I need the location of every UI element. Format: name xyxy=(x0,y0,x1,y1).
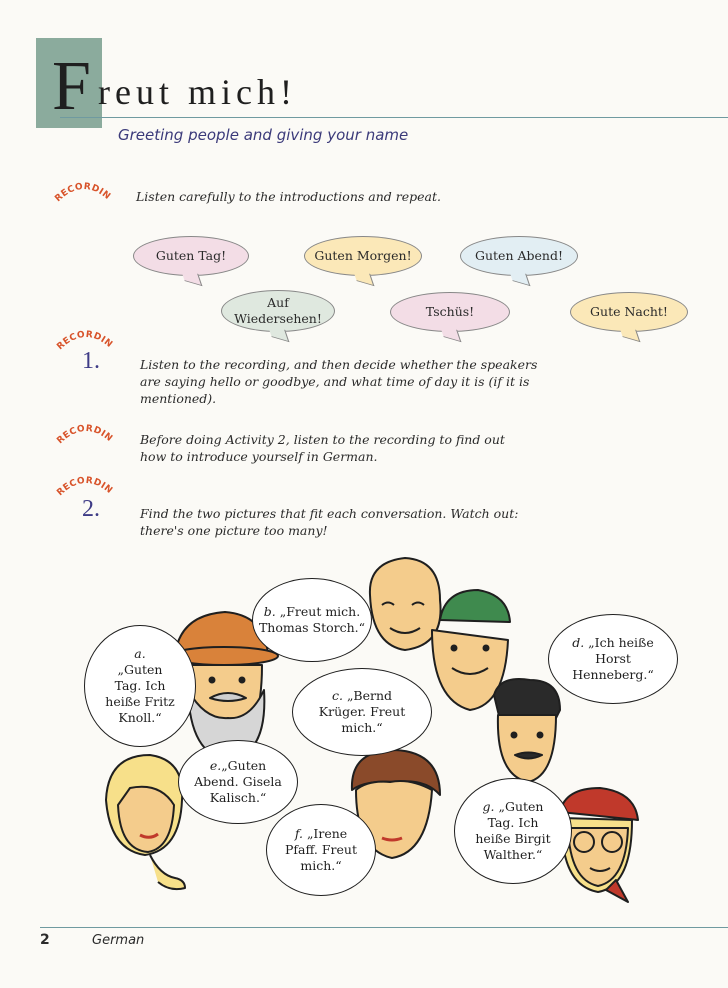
title-first-letter: F xyxy=(52,48,91,125)
face-gisela xyxy=(106,755,185,889)
svg-text:RECORDING: RECORDING xyxy=(50,171,113,205)
title-rule xyxy=(60,117,728,118)
speech-bubble-c: c. „Bernd Krüger. Freut mich.“ xyxy=(292,668,432,756)
greeting-bubble: Guten Tag! xyxy=(133,236,249,276)
activity-number: 1. xyxy=(82,348,100,374)
footer-label: German xyxy=(92,933,145,948)
svg-text:RECORDING: RECORDING xyxy=(52,319,115,353)
greeting-bubble: Tschüs! xyxy=(390,292,510,332)
recording-icon xyxy=(52,413,116,450)
speech-bubble-e: e.„Guten Abend. Gisela Kalisch.“ xyxy=(178,740,298,824)
page-number: 2 xyxy=(40,932,50,948)
svg-text:RECORDING: RECORDING xyxy=(52,465,115,499)
activity-number: 2. xyxy=(82,496,100,522)
face-birgit xyxy=(560,788,638,902)
recording-icon xyxy=(50,171,114,208)
speech-bubble-d: d. „Ich heiße Horst Henneberg.“ xyxy=(548,614,678,704)
greeting-bubble: Guten Abend! xyxy=(460,236,578,276)
activity2-instruction: Find the two pictures that fit each conversation. Watch out: there's one picture too many! xyxy=(140,506,519,538)
activity1-instruction: Listen to the recording, and then decide whether the speakers are saying hello or goodbye, and what time of day it is (if it is mentioned). xyxy=(140,357,538,406)
page-subtitle: Greeting people and giving your name xyxy=(118,126,409,144)
face-thomas xyxy=(370,558,441,650)
footer-rule xyxy=(40,927,728,928)
face-horst xyxy=(494,679,560,782)
pre-activity2-instruction: Before doing Activity 2, listen to the recording to find out how to introduce yourself in German. xyxy=(140,432,505,464)
greeting-bubble: Gute Nacht! xyxy=(570,292,688,332)
greeting-bubble: Guten Morgen! xyxy=(304,236,422,276)
speech-bubble-b: b. „Freut mich. Thomas Storch.“ xyxy=(252,578,372,662)
speech-bubble-g: g. „Guten Tag. Ich heiße Birgit Walther.“ xyxy=(454,778,572,884)
intro-instruction: Listen carefully to the introductions and repeat. xyxy=(136,189,441,204)
svg-text:RECORDING: RECORDING xyxy=(52,413,115,447)
page-title: reut mich! xyxy=(98,72,297,112)
speech-bubble-f: f. „Irene Pfaff. Freut mich.“ xyxy=(266,804,376,896)
greeting-bubble: Auf Wiedersehen! xyxy=(221,290,335,332)
speech-bubble-a: a. „Guten Tag. Ich heiße Fritz Knoll.“ xyxy=(84,625,196,747)
